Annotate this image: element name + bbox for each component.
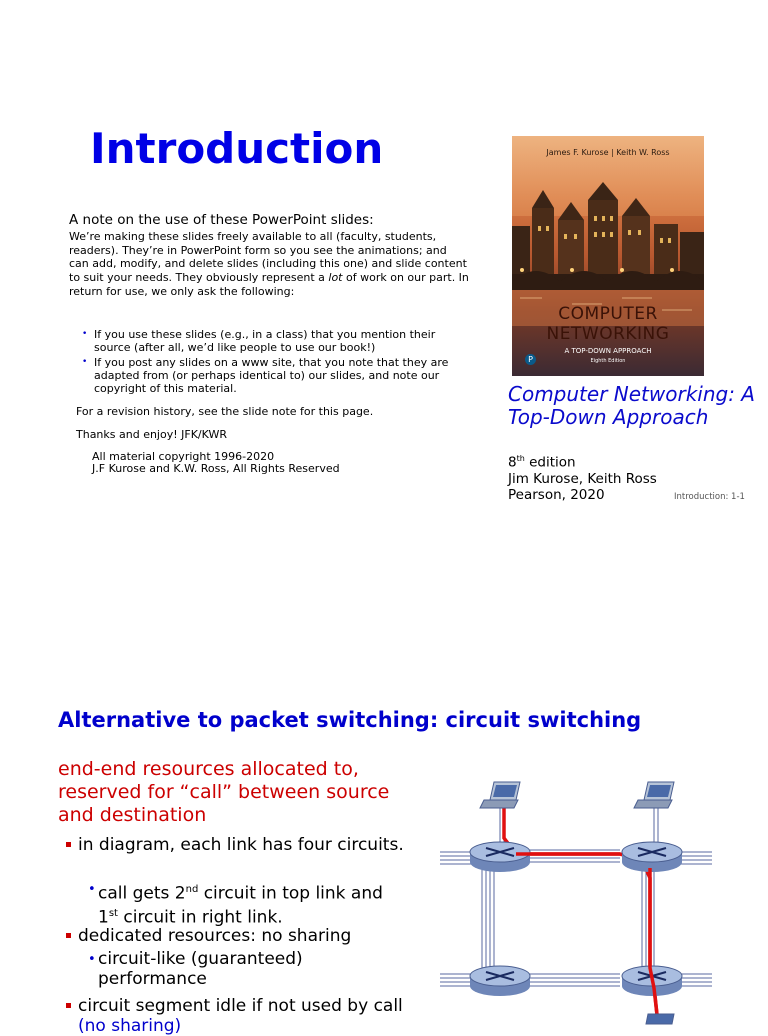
square-bullet-icon — [66, 933, 71, 938]
laptop-host-icon — [646, 1014, 674, 1024]
sub-bullet-text-2: circuit in top link and 1 — [98, 883, 383, 928]
pearson-logo-icon: P — [525, 354, 536, 365]
cover-title-line-2: NETWORKING — [546, 324, 670, 344]
note-body-italic: lot — [328, 271, 343, 285]
sub-bullet-text-3: circuit in right link. — [117, 907, 283, 928]
book-authors: Jim Kurose, Keith Ross — [508, 470, 657, 487]
thanks-note: Thanks and enjoy! JFK/KWR — [76, 428, 227, 441]
router-icon — [622, 842, 682, 872]
sub-bullet-guaranteed — [88, 949, 358, 989]
slide-circuit-switching — [0, 640, 768, 1036]
note-heading: A note on the use of these PowerPoint slides: — [69, 212, 374, 228]
sub-bullet-text-1: call gets 2 — [98, 883, 186, 904]
sub-bullet-text: circuit-like (guaranteed) performance — [98, 949, 303, 989]
book-info — [508, 451, 657, 503]
bullet-circuits — [78, 836, 408, 856]
bullet-icon: • — [82, 329, 88, 339]
slide-footer: Introduction: 1-1 — [674, 492, 745, 502]
ordinal-suffix-1: nd — [185, 884, 199, 895]
sub-bullet-call-circuits — [88, 880, 398, 928]
revision-note: For a revision history, see the slide note for this page. — [76, 405, 374, 418]
cover-authors: James F. Kurose | Keith W. Ross — [546, 148, 670, 157]
round-bullet-icon: • — [88, 882, 96, 897]
edition-line — [508, 451, 657, 471]
laptop-host-icon — [634, 782, 674, 808]
note-body-text-1: We’re making these slides freely available to all (faculty, students, readers). They’re in PowerPoint form so you see the animations; and can add, modify, and delete slides (including this one) and slide content to suit your needs. They obviously represent a — [69, 230, 467, 285]
bullet-idle — [78, 997, 408, 1036]
book-cover-image — [512, 136, 704, 376]
slide-title: Introduction — [90, 124, 384, 173]
copyright-line-2: J.F Kurose and K.W. Ross, All Rights Reserved — [92, 462, 340, 475]
book-title: Computer Networking: A Top-Down Approach — [508, 382, 755, 429]
edition-word: edition — [524, 454, 576, 471]
note-body — [69, 230, 469, 299]
book-publisher: Pearson, 2020 — [508, 486, 605, 503]
list-item-text: If you post any slides on a www site, that you note that they are adapted from (or perhaps identical to) our slides, and note our copyright of this material. — [94, 355, 449, 396]
no-sharing-note: (no sharing) — [78, 1015, 182, 1036]
circuit-network-diagram — [436, 778, 726, 1024]
cover-subtitle: A TOP-DOWN APPROACH — [564, 347, 652, 355]
bullet-text: circuit segment idle if not used by call — [78, 996, 403, 1016]
cover-edition: Eighth Edition — [590, 358, 626, 364]
laptop-host-icon — [480, 782, 520, 808]
bullet-text: in diagram, each link has four circuits. — [78, 835, 404, 855]
edition-suffix: th — [516, 454, 525, 463]
bullet-dedicated — [78, 927, 408, 947]
list-item — [82, 356, 472, 396]
list-item — [82, 328, 472, 355]
slide-title: Alternative to packet switching: circuit switching — [58, 708, 642, 732]
router-icon — [470, 966, 530, 996]
square-bullet-icon — [66, 842, 71, 847]
list-item-text: If you use these slides (e.g., in a class) that you mention their source (after all, we’d like people to use our book!) — [94, 328, 436, 355]
router-icon — [470, 842, 530, 872]
edition-number: 8 — [508, 454, 517, 471]
lead-statement: end-end resources allocated to, reserved for “call” between source and destination — [58, 758, 390, 826]
usage-requests-list — [82, 328, 472, 396]
cover-title-line-1: COMPUTER — [558, 304, 658, 324]
bullet-text: dedicated resources: no sharing — [78, 926, 352, 946]
ordinal-suffix-2: st — [108, 908, 118, 920]
note-body-text-2: of work on our part. In return for use, we only ask the following: — [69, 271, 469, 298]
round-bullet-icon: • — [88, 952, 96, 967]
square-bullet-icon — [66, 1003, 71, 1008]
bullet-icon: • — [82, 356, 88, 367]
copyright-line-1: All material copyright 1996-2020 — [92, 450, 275, 463]
